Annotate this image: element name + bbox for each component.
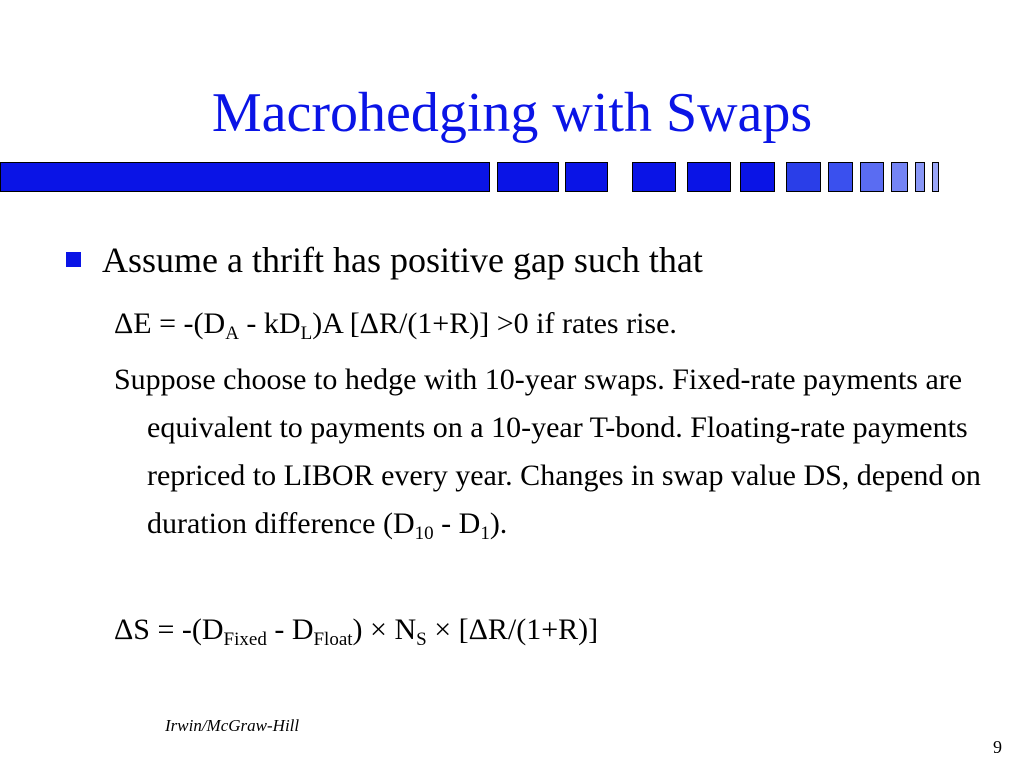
divider-segment bbox=[565, 162, 608, 192]
formula-text: )A [ΔR/(1+R)] >0 if rates rise. bbox=[312, 307, 677, 340]
divider-segment bbox=[632, 162, 676, 192]
divider-segment bbox=[860, 162, 884, 192]
paragraph-text: ). bbox=[489, 507, 508, 540]
swap-hedge-paragraph bbox=[114, 356, 997, 548]
divider-segment bbox=[786, 162, 821, 192]
divider-segment bbox=[497, 162, 559, 192]
formula-text: ΔS = -(D bbox=[114, 613, 224, 646]
formula-subscript: Fixed bbox=[223, 629, 267, 650]
formula-subscript: Float bbox=[313, 629, 353, 650]
page-number: 9 bbox=[993, 737, 1002, 757]
divider-segment bbox=[828, 162, 853, 192]
divider-segment bbox=[0, 162, 490, 192]
paragraph-subscript: 1 bbox=[480, 523, 490, 544]
paragraph-subscript: 10 bbox=[414, 523, 434, 544]
paragraph-text: - D bbox=[433, 507, 481, 540]
paragraph-text: Suppose choose to hedge with 10-year swaps. Fixed-rate payments are equivalent to payments on a 10-year T-bond. Floating-rate payments repriced to LIBOR every year. Changes in swap value DS, depend on duration difference (D bbox=[114, 363, 981, 540]
title-divider-bar bbox=[0, 162, 1024, 194]
swap-value-formula bbox=[114, 606, 997, 654]
divider-segment bbox=[891, 162, 908, 192]
formula-text: ΔE = -(D bbox=[114, 307, 226, 340]
formula-subscript: L bbox=[300, 323, 313, 344]
formula-text: - D bbox=[266, 613, 314, 646]
bullet-text: Assume a thrift has positive gap such that bbox=[102, 240, 703, 280]
formula-text: × [ΔR/(1+R)] bbox=[426, 613, 599, 646]
formula-text: - kD bbox=[238, 307, 301, 340]
square-bullet-icon bbox=[66, 252, 81, 267]
equity-change-formula bbox=[114, 300, 997, 348]
divider-segment bbox=[915, 162, 925, 192]
formula-text: ) × N bbox=[352, 613, 417, 646]
slide-title: Macrohedging with Swaps bbox=[211, 82, 813, 144]
divider-segment bbox=[932, 162, 939, 192]
divider-segment bbox=[687, 162, 731, 192]
formula-subscript: S bbox=[416, 629, 427, 650]
formula-subscript: A bbox=[225, 323, 239, 344]
publisher-footer: Irwin/McGraw-Hill bbox=[165, 716, 300, 735]
divider-segment bbox=[740, 162, 775, 192]
